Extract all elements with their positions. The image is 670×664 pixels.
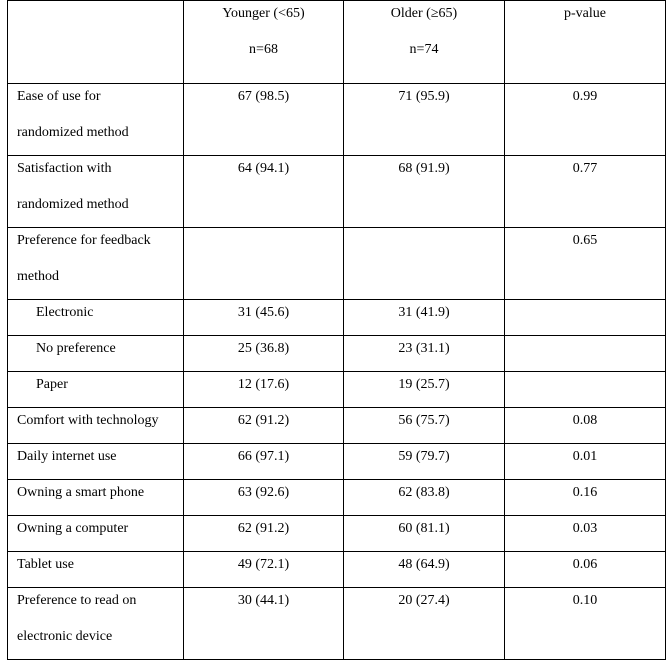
row-label-line: Owning a smart phone (17, 485, 145, 500)
row-label-line: Ease of use for (17, 89, 101, 104)
header-younger (184, 1, 344, 84)
older-value: 31 (41.9) (344, 300, 505, 336)
row-label-line: randomized method (17, 125, 129, 140)
header-younger-label: Younger (<65) (222, 6, 305, 21)
older-value: 68 (91.9) (344, 156, 505, 228)
older-value: 19 (25.7) (344, 372, 505, 408)
p-value: 0.06 (505, 552, 666, 588)
older-value: 60 (81.1) (344, 516, 505, 552)
p-value: 0.03 (505, 516, 666, 552)
younger-value: 67 (98.5) (184, 84, 344, 156)
row-label-line: No preference (36, 341, 116, 356)
older-value: 20 (27.4) (344, 588, 505, 660)
row-label-line: Satisfaction with (17, 161, 112, 176)
p-value: 0.10 (505, 588, 666, 660)
younger-value: 12 (17.6) (184, 372, 344, 408)
p-value: 0.77 (505, 156, 666, 228)
header-row (8, 1, 666, 84)
row-label-line: Paper (36, 377, 68, 392)
younger-value: 25 (36.8) (184, 336, 344, 372)
header-p-value (505, 1, 666, 84)
older-value: 48 (64.9) (344, 552, 505, 588)
header-empty-cell (8, 1, 184, 84)
row-label (8, 228, 184, 300)
younger-value: 31 (45.6) (184, 300, 344, 336)
comparison-table (7, 0, 666, 660)
header-older-label: Older (≥65) (390, 6, 458, 21)
p-value: 0.99 (505, 84, 666, 156)
younger-value: 62 (91.2) (184, 516, 344, 552)
older-value: 71 (95.9) (344, 84, 505, 156)
older-value: 23 (31.1) (344, 336, 505, 372)
table-row (8, 228, 666, 300)
younger-value: 66 (97.1) (184, 444, 344, 480)
row-label-line: electronic device (17, 629, 113, 644)
row-label-line: Comfort with technology (17, 413, 159, 428)
header-older-n: n=74 (409, 42, 439, 57)
row-label-line: Owning a computer (17, 521, 129, 536)
row-label-line: randomized method (17, 197, 129, 212)
row-label-line: Preference for feedback (17, 233, 151, 248)
younger-value: 63 (92.6) (184, 480, 344, 516)
younger-value: 62 (91.2) (184, 408, 344, 444)
row-label-line: method (17, 269, 59, 284)
p-value (505, 336, 666, 372)
row-label (8, 84, 184, 156)
header-p-value-label: p-value (564, 6, 606, 21)
table-row (8, 84, 666, 156)
older-value: 62 (83.8) (344, 480, 505, 516)
younger-value: 64 (94.1) (184, 156, 344, 228)
p-value: 0.08 (505, 408, 666, 444)
table-row (8, 156, 666, 228)
row-label-line: Tablet use (17, 557, 74, 572)
younger-value (184, 228, 344, 300)
p-value: 0.01 (505, 444, 666, 480)
table-row (8, 588, 666, 660)
row-label (8, 588, 184, 660)
younger-value: 30 (44.1) (184, 588, 344, 660)
table-container (7, 0, 670, 660)
older-value: 59 (79.7) (344, 444, 505, 480)
row-label-line: Electronic (36, 305, 94, 320)
row-label (8, 156, 184, 228)
row-label-line: Daily internet use (17, 449, 117, 464)
p-value: 0.65 (505, 228, 666, 300)
p-value: 0.16 (505, 480, 666, 516)
header-younger-n: n=68 (249, 42, 278, 57)
p-value (505, 300, 666, 336)
row-label-line: Preference to read on (17, 593, 137, 608)
younger-value: 49 (72.1) (184, 552, 344, 588)
older-value: 56 (75.7) (344, 408, 505, 444)
header-older (344, 1, 505, 84)
older-value (344, 228, 505, 300)
